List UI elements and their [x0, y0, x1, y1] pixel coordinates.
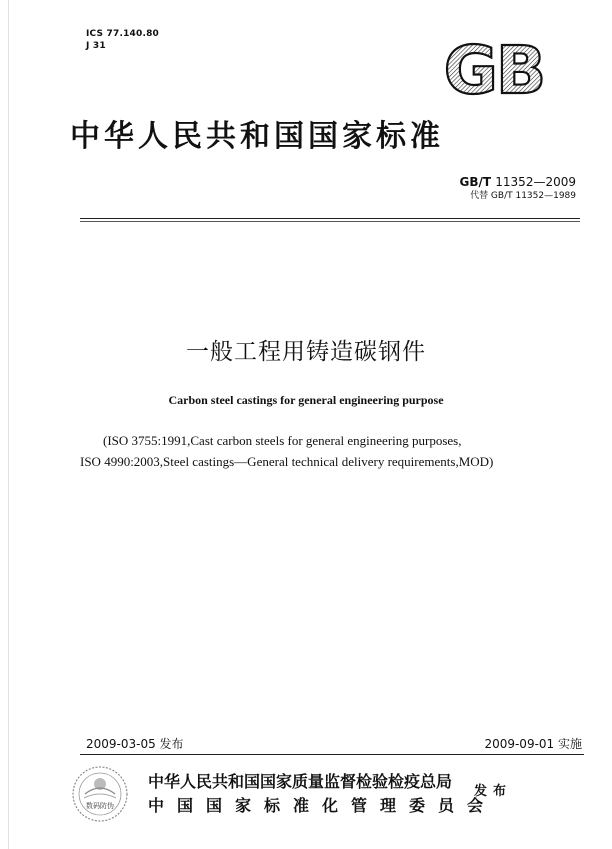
footer-divider: [80, 754, 584, 755]
issue-date: 2009-03-05 发布: [86, 737, 184, 751]
seal-text: 数码防伪: [86, 802, 114, 810]
classification-codes: [86, 28, 159, 52]
iso-reference-line-1: (ISO 3755:1991,Cast carbon steels for general engineering purposes,: [103, 433, 462, 448]
anti-counterfeit-seal-icon: [70, 764, 130, 824]
standard-code: [460, 174, 576, 190]
standard-code-prefix: GB/T: [459, 175, 492, 189]
header-divider-thin: [80, 221, 580, 222]
publish-label: 发布: [474, 784, 513, 799]
standard-number-block: [460, 174, 576, 202]
gb-logo-icon: [424, 38, 564, 98]
ccs-code: J 31: [86, 41, 106, 51]
issuer-sac: 中国国家标准化管理委员会: [148, 796, 497, 815]
implementation-date: 2009-09-01 实施: [484, 737, 582, 751]
document-title-en: Carbon steel castings for general engineering purpose: [168, 393, 444, 407]
document-title-cn: 一般工程用铸造碳钢件: [186, 339, 426, 365]
issuer-aqsiq: 中华人民共和国国家质量监督检验检疫总局: [148, 772, 453, 791]
issuing-authorities: [148, 770, 496, 818]
scan-edge-line: [8, 0, 9, 849]
national-standard-title: 中华人民共和国国家标准: [70, 119, 444, 154]
replaces-standard: 代替 GB/T 11352—1989: [470, 191, 576, 201]
iso-reference-line-2: ISO 4990:2003,Steel castings—General technical delivery requirements,MOD): [80, 454, 494, 469]
ics-code: ICS 77.140.80: [86, 29, 160, 39]
iso-reference: [70, 430, 582, 472]
standard-code-number: 11352—2009: [495, 175, 576, 189]
svg-text:GB: GB: [443, 38, 545, 98]
header-divider: [80, 218, 580, 219]
